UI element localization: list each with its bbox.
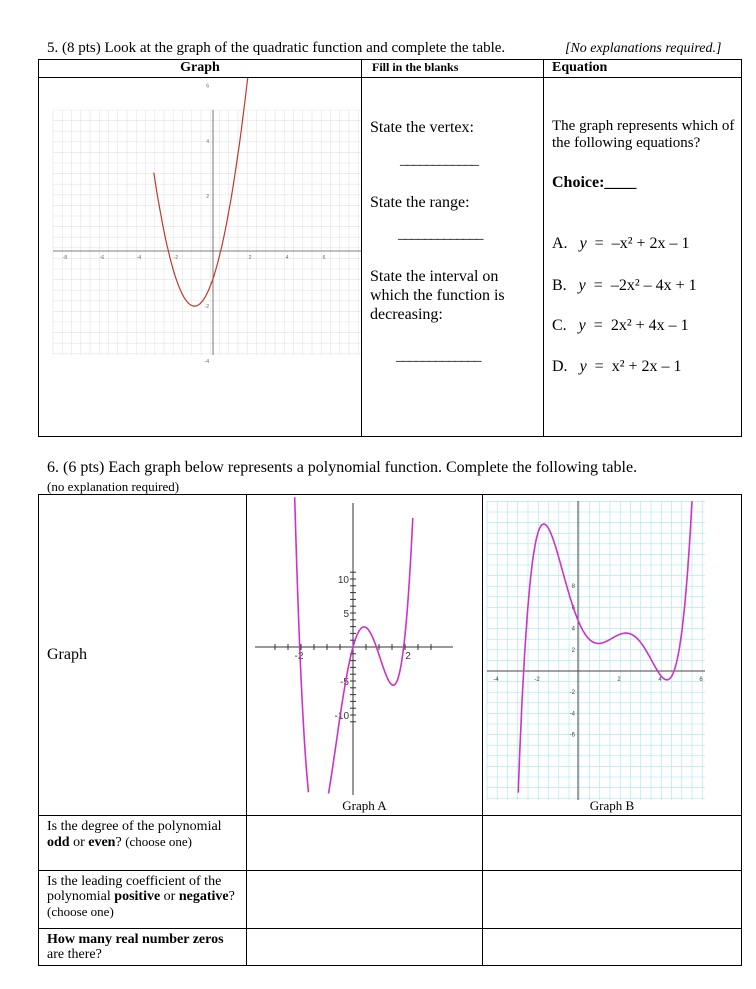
x-tick-label: -6 — [99, 255, 105, 261]
row-label-leading-coefficient: Is the leading coefficient of the polynomial positive or negative? (choose one) — [39, 871, 247, 929]
graph-a-cell — [247, 495, 483, 816]
y-tick-label: -2 — [204, 304, 209, 311]
equation-option-c[interactable]: C. y = 2x² + 4x – 1 — [552, 317, 689, 334]
row-label-degree: Is the degree of the polynomial odd or even? (choose one) — [39, 816, 247, 871]
x-tick-label: 6 — [699, 677, 703, 683]
graph-a — [247, 495, 483, 800]
fill-blanks-cell — [362, 78, 544, 437]
header-graph: Graph — [39, 60, 362, 78]
question-5-title: 5. (8 pts) Look at the graph of the quadratic function and complete the table. — [47, 40, 506, 56]
x-tick-label: 4 — [285, 255, 289, 261]
graph-b-curve — [518, 501, 692, 792]
y-tick-label: 4 — [206, 138, 209, 145]
y-tick-label: 4 — [571, 626, 575, 633]
y-tick-label: 6 — [206, 83, 209, 90]
row-label-zeros: How many real number zeros are there? — [39, 929, 247, 966]
range-prompt: State the range: — [370, 194, 470, 211]
interval-blank[interactable]: _____________ — [396, 348, 481, 364]
parabola-curve — [154, 78, 251, 306]
x-tick-label: 6 — [322, 255, 326, 261]
y-tick-label: -10 — [334, 711, 349, 722]
choice-blank[interactable]: Choice:____ — [552, 174, 637, 191]
x-tick-label: 4 — [658, 677, 662, 683]
interval-prompt: State the interval on which the function is decreasing: — [370, 268, 505, 323]
range-blank[interactable]: _____________ — [398, 226, 483, 242]
y-tick-label: 5 — [343, 609, 349, 620]
equation-option-a[interactable]: A. y = –x² + 2x – 1 — [552, 235, 690, 252]
x-tick-label: 2 — [617, 677, 621, 683]
quadratic-graph — [39, 78, 362, 436]
lead-answer-b[interactable] — [483, 871, 742, 929]
vertex-blank[interactable]: ____________ — [400, 152, 478, 168]
y-tick-label: 8 — [571, 584, 575, 591]
degree-answer-b[interactable] — [483, 816, 742, 871]
graph-a-curve — [295, 497, 413, 793]
question-6-table — [38, 494, 742, 966]
graph-b — [483, 495, 742, 800]
x-tick-label: -8 — [62, 255, 68, 261]
equation-prompt: The graph represents which of the following equations? — [552, 118, 735, 151]
row-label-graph: Graph — [39, 495, 247, 816]
degree-answer-a[interactable] — [247, 816, 483, 871]
y-tick-label: 10 — [337, 575, 349, 586]
zeros-answer-b[interactable] — [483, 929, 742, 966]
zeros-answer-a[interactable] — [247, 929, 483, 966]
graph-a-caption: Graph A — [342, 798, 387, 813]
x-tick-label: 2 — [248, 255, 252, 261]
y-tick-label: -2 — [569, 690, 575, 697]
y-tick-label: -6 — [569, 732, 575, 739]
y-tick-label: 2 — [206, 193, 209, 200]
x-tick-label: -4 — [493, 677, 499, 683]
y-tick-label: 6 — [571, 605, 575, 612]
question-5-table — [38, 59, 742, 437]
lead-answer-a[interactable] — [247, 871, 483, 929]
x-tick-label: -2 — [173, 255, 179, 261]
question-6-title: 6. (6 pts) Each graph below represents a polynomial function. Complete the following table. — [47, 459, 638, 476]
header-equation: Equation — [544, 60, 742, 78]
x-tick-label: 2 — [405, 651, 411, 662]
y-tick-label: 2 — [571, 647, 575, 654]
y-tick-label: -4 — [569, 711, 575, 718]
y-tick-label: -4 — [204, 359, 209, 366]
question-6-note: (no explanation required) — [47, 479, 180, 494]
graph-b-caption: Graph B — [589, 798, 635, 813]
vertex-prompt: State the vertex: — [370, 119, 474, 136]
graph-b-cell — [483, 495, 742, 816]
x-tick-label: -4 — [136, 255, 142, 261]
header-fill-blanks: Fill in the blanks — [362, 60, 544, 78]
quadratic-graph-cell — [39, 78, 362, 437]
x-tick-label: -2 — [534, 677, 540, 683]
question-5-note: [No explanations required.] — [565, 41, 722, 56]
x-tick-label: -2 — [294, 651, 304, 662]
y-tick-label: -5 — [340, 677, 349, 688]
equation-cell — [544, 78, 742, 437]
equation-option-b[interactable]: B. y = –2x² – 4x + 1 — [552, 277, 697, 294]
equation-option-d[interactable]: D. y = x² + 2x – 1 — [552, 358, 682, 375]
